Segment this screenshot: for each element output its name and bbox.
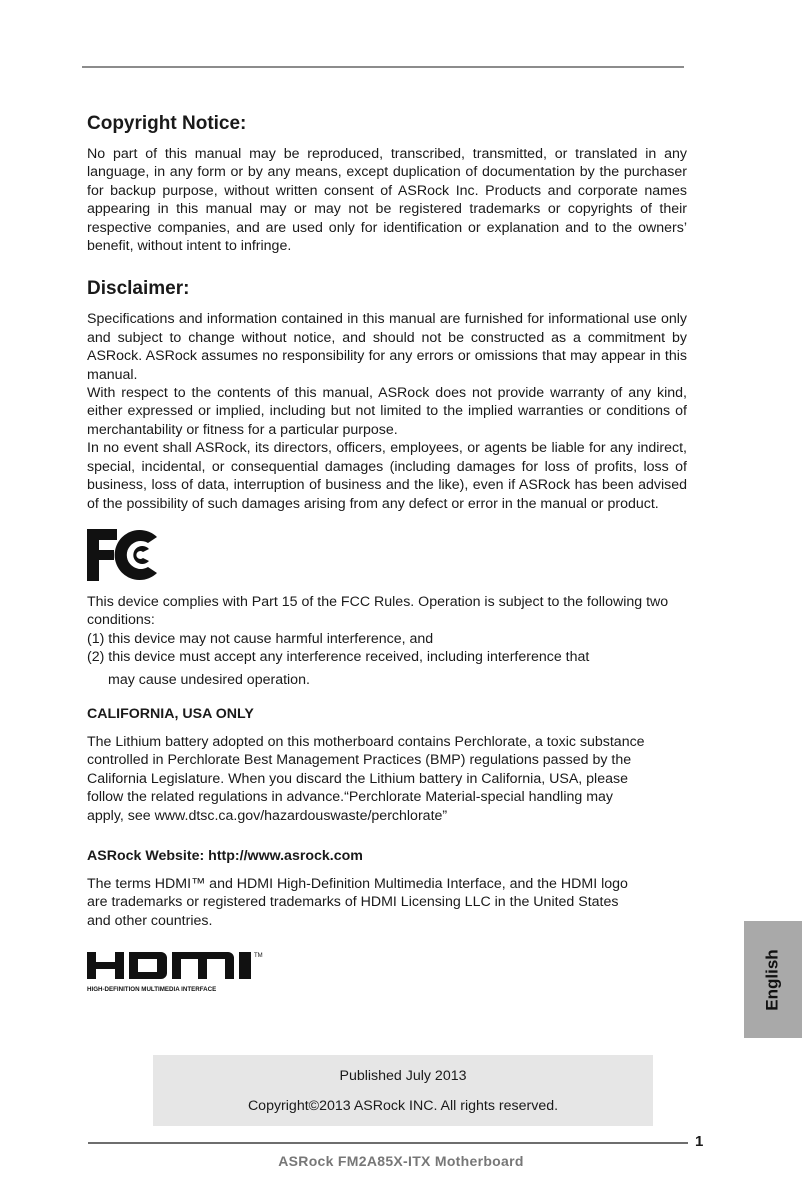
- fcc-logo: [87, 527, 161, 583]
- copyright-heading: Copyright Notice:: [87, 113, 247, 134]
- website-heading: ASRock Website: http://www.asrock.com: [87, 847, 363, 864]
- bottom-rule: [88, 1142, 688, 1144]
- copyright-text: No part of this manual may be reproduced, transcribed, transmitted, or translated in any language, in any form or by any means, except duplication of documentation by the purchaser for backup purpose, without written consent of ASRock Inc. Products and corporate names appearing in this manual may or may not be registered trademarks or copyrights of their respective companies, and are used only for identification or explanation and to the owners’ benefit, without intent to infringe.: [87, 146, 687, 255]
- disclaimer-paragraph-2: With respect to the contents of this manual, ASRock does not provide warranty of any kind, either expressed or implied, including but not limited to the implied warranties or conditions of merchantability or fitness for a particular purpose.: [87, 385, 687, 438]
- disclaimer-paragraph-1: Specifications and information contained in this manual are furnished for informational use only and subject to change without notice, and should not be constructed as a commitment by ASRock. ASRock assumes no responsibility for any errors or omissions that may appear in this manual.: [87, 311, 687, 383]
- hdmi-tm-mark: TM: [254, 953, 263, 960]
- disclaimer-heading: Disclaimer:: [87, 278, 190, 300]
- top-rule: [82, 66, 684, 68]
- disclaimer-paragraph-3: In no event shall ASRock, its directors, officers, employees, or agents be liable for any indirect, special, incidental, or consequential damages (including damages for loss of profits, loss of business, loss of data, interruption of business and the like), even if ASRock has been advised of the possibility of such damages arising from any defect or error in the manual or product.: [87, 440, 687, 512]
- fcc-intro: This device complies with Part 15 of the FCC Rules. Operation is subject to the following two conditions:: [87, 593, 669, 629]
- copyright-line: Copyright©2013 ASRock INC. All rights reserved.: [247, 1098, 559, 1114]
- language-tab-label: English: [763, 948, 782, 1011]
- fcc-condition-2: (2) this device must accept any interference received, including interference that: [87, 649, 590, 666]
- publication-box: [153, 1055, 653, 1126]
- california-heading: CALIFORNIA, USA ONLY: [87, 705, 254, 722]
- hdmi-trademark-text: The terms HDMI™ and HDMI High-Definition Multimedia Interface, and the HDMI logo are trademarks or registered trademarks of HDMI Licensing LLC in the United States and other countries.: [87, 875, 628, 929]
- page-number: 1: [695, 1133, 704, 1150]
- hdmi-tagline: HIGH-DEFINITION MULTIMEDIA INTERFACE: [87, 986, 217, 994]
- footer-model-name: ASRock FM2A85X-ITX Motherboard: [278, 1153, 524, 1169]
- fcc-condition-1: (1) this device may not cause harmful interference, and: [87, 630, 434, 647]
- published-date: Published July 2013: [339, 1068, 467, 1084]
- language-tab: [744, 921, 802, 1038]
- california-text: The Lithium battery adopted on this motherboard contains Perchlorate, a toxic substance controlled in Perchlorate Best Management Practices (BMP) regulations passed by the California Legislature. When you discard the Lithium battery in California, USA, please follow the related regulations in advance.“Perchlorate Material-special handling may apply, see www.dtsc.ca.gov/hazardouswaste/perchlorate”: [87, 733, 645, 824]
- manual-page-content: [87, 112, 687, 994]
- fcc-condition-2-continued: may cause undesired operation.: [108, 671, 310, 688]
- hdmi-logo: [87, 948, 271, 994]
